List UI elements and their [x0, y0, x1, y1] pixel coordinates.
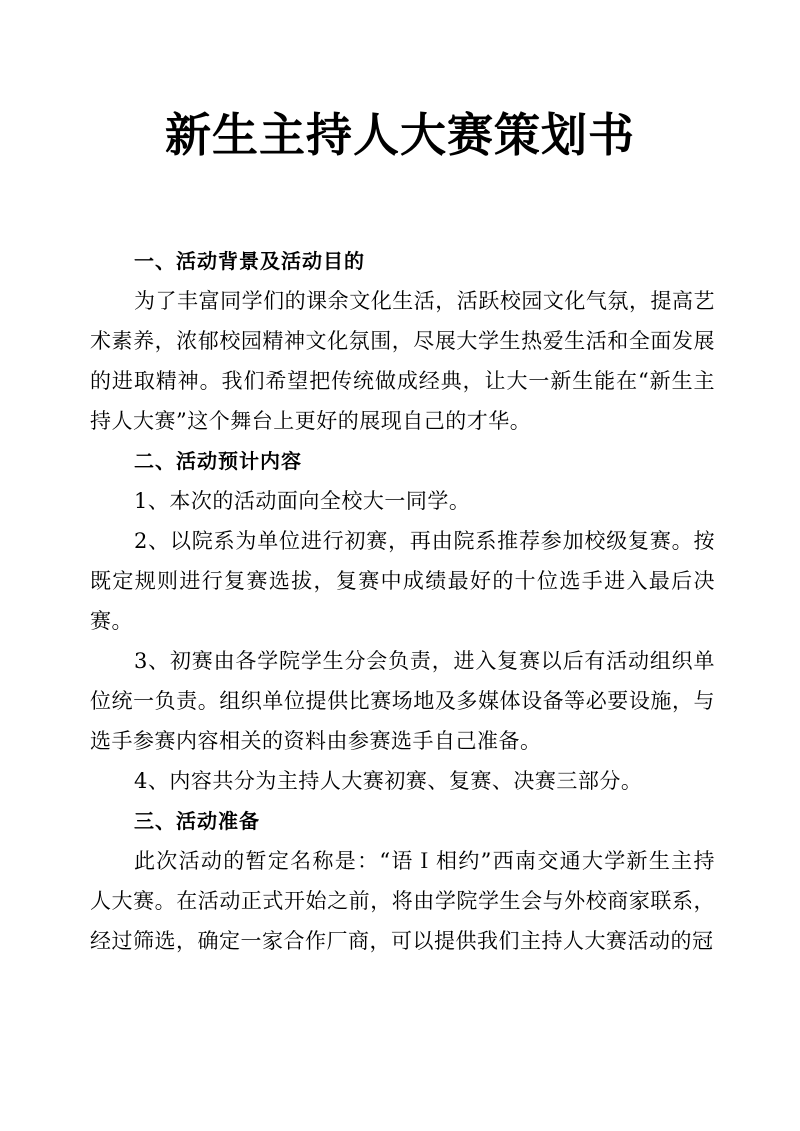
section-heading: 二、活动预计内容 [134, 449, 302, 473]
paragraph: 为了丰富同学们的课余文化生活，活跃校园文化气氛，提高艺术素养，浓郁校园精神文化氛围，尽展大学生热爱生活和全面发展的进取精神。我们希望把传统做成经典，让大一新生能在“新生主持人大赛”这个舞台上更好的展现自己的才华。 [90, 289, 715, 433]
section-background [90, 241, 715, 441]
document-body [90, 241, 715, 961]
section-heading: 一、活动背景及活动目的 [134, 249, 365, 273]
paragraph: 4、内容共分为主持人大赛初赛、复赛、决赛三部分。 [134, 769, 643, 793]
section-content [90, 441, 715, 801]
paragraph: 2、以院系为单位进行初赛，再由院系推荐参加校级复赛。按既定规则进行复赛选拔，复赛中成绩最好的十位选手进入最后决赛。 [90, 529, 715, 633]
section-preparation [90, 801, 715, 961]
paragraph: 此次活动的暂定名称是：“语Ｉ相约”西南交通大学新生主持人大赛。在活动正式开始之前，将由学院学生会与外校商家联系，经过筛选，确定一家合作厂商，可以提供我们主持人大赛活动的冠 [90, 849, 715, 953]
paragraph: 1、本次的活动面向全校大一同学。 [134, 489, 471, 513]
section-heading: 三、活动准备 [134, 809, 260, 833]
document-title: 新生主持人大赛策划书 [165, 108, 635, 162]
paragraph: 3、初赛由各学院学生分会负责，进入复赛以后有活动组织单位统一负责。组织单位提供比赛场地及多媒体设备等必要设施，与选手参赛内容相关的资料由参赛选手自己准备。 [90, 649, 715, 753]
